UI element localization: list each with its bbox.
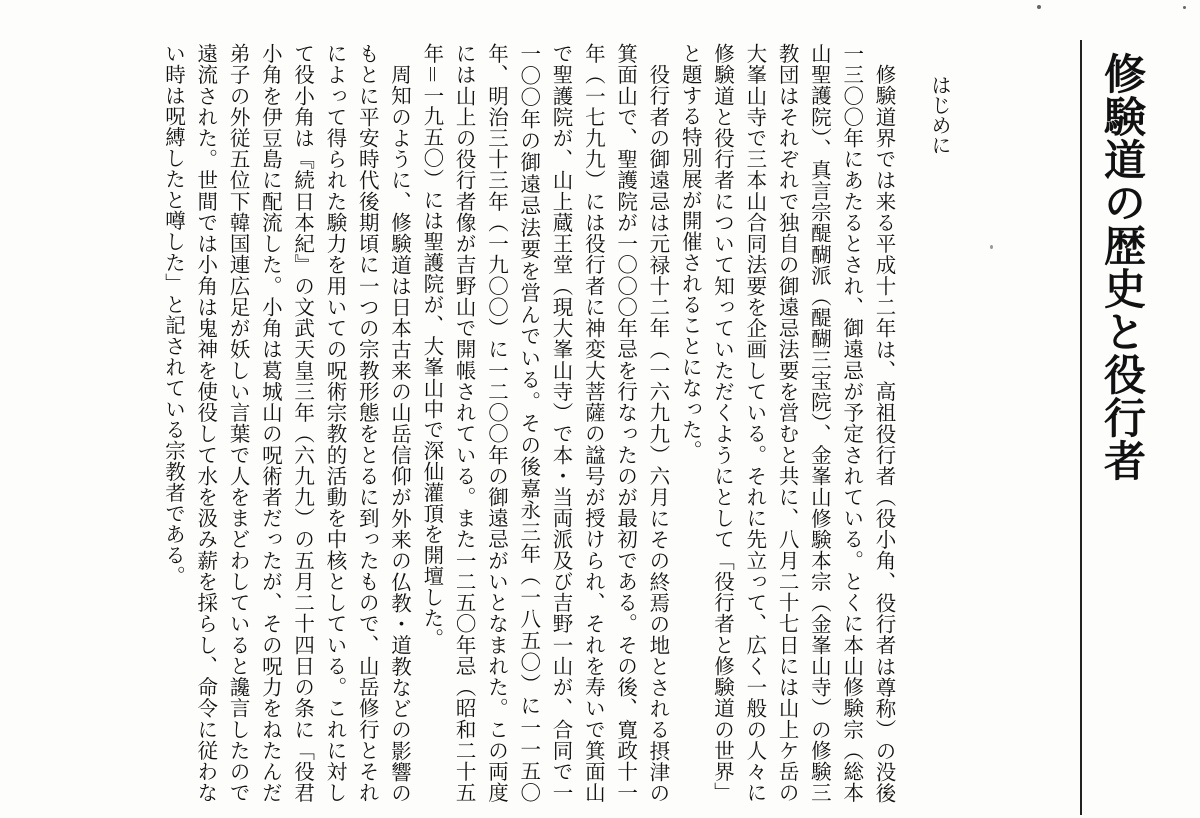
scan-speck [1037, 5, 1041, 9]
paragraph-3: 周知のように、修験道は日本古来の山岳信仰が外来の仏教・道教などの影響のもとに平安時代後期頃に一つの宗教形態をとるに到ったもので、山岳修行とそれによって得られた験力を用いての呪術宗教的活動を中核としている。これに対して役小角は『続日本紀』の文武天皇三年（六九九）の五月二十四日の条に「役君小角を伊豆島に配流した。小角は葛城山の呪術者だったが、その呪力をねたんだ弟子の外従五位下韓国連広足が妖しい言葉で人をまどわしていると讒言したので遠流された。世間では小角は鬼神を使役して水を汲み薪を採らし、命令に従わない時は呪縛したと噂した」と記されている宗教者である。 [161, 43, 412, 803]
document-title: 修験道の歴史と役行者 [1098, 52, 1147, 482]
paragraph-1: 修験道界では来る平成十二年は、高祖役行者（役小角、役行者は尊称）の没後一三〇〇年にあたるとされ、御遠忌が予定されている。とくに本山修験宗（総本山聖護院）、真言宗醍醐派（醍醐三宝院）、金峯山修験本宗（金峯山寺）の修験三教団はそれぞれで独自の御遠忌法要を営むと共に、八月二十七日には山上ケ岳の大峯山寺で三本山合同法要を企画している。それに先立って、広く一般の人々に修験道と役行者について知っていただくようにとして「役行者と修験道の世界」と題する特別展が開催されることになった。 [678, 43, 896, 803]
scan-speck [990, 245, 993, 249]
body-text [82, 43, 900, 803]
scan-speck [1183, 6, 1186, 9]
section-heading: はじめに [928, 75, 952, 155]
title-divider-line [1080, 40, 1082, 815]
paragraph-2: 役行者の御遠忌は元禄十二年（一六九九）六月にその終焉の地とされる摂津の箕面山で、聖護院が一〇〇〇年忌を行なったのが最初である。その後、寛政十一年（一七九九）には役行者に神変大菩薩の諡号が授けられ、それを寿いで箕面山で聖護院が、山上蔵王堂（現大峯山寺）で本・当両派及び吉野一山が、合同で一一〇〇年の御遠忌法要を営んでいる。その後嘉永三年（一八五〇）に一一五〇年、明治三十三年（一九〇〇）に一二〇〇年の御遠忌がいとなまれた。この両度には山上の役行者像が吉野山で開帳されている。また一二五〇年忌（昭和二十五年＝一九五〇）には聖護院が、大峯山中で深仙灌頂を開壇した。 [419, 43, 670, 803]
